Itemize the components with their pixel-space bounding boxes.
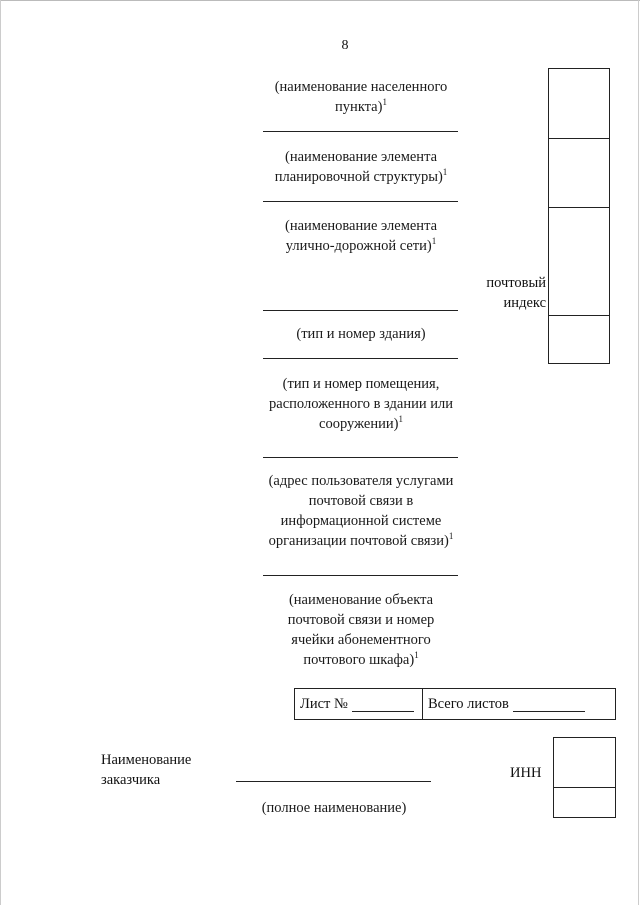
total-sheets-blank[interactable] <box>513 697 585 712</box>
settlement-name-caption: (наименование населенного пункта)$^1$ <box>274 79 448 115</box>
street-network-caption: (наименование элемента улично-дорожной сети)$^1$ <box>284 218 438 254</box>
inn-box-divider <box>554 787 615 788</box>
info-system-address-input-line[interactable] <box>263 457 458 458</box>
postal-index-box[interactable] <box>548 68 610 364</box>
info-system-address-caption: (адрес пользователя услугами почтовой связи в информационной системе организации почтовой связи)$^1$ <box>268 473 454 549</box>
inn-label: ИНН <box>510 765 542 781</box>
customer-label: Наименование заказчика <box>101 752 192 788</box>
premises-caption: (тип и номер помещения, расположенного в здании или сооружении)$^1$ <box>269 376 453 432</box>
page-number: 8 <box>341 38 349 53</box>
street-input-line[interactable] <box>263 201 458 202</box>
building-input-line[interactable] <box>263 310 458 311</box>
postal-index-divider <box>549 207 609 208</box>
premises-input-line[interactable] <box>263 358 458 359</box>
planning-structure-caption: (наименование элемента планировочной структуры)$^1$ <box>274 149 448 185</box>
customer-full-name-caption: (полное наименование) <box>261 800 407 816</box>
page-edge-right <box>638 0 639 905</box>
building-caption: (тип и номер здания) <box>296 326 426 342</box>
postal-index-divider <box>549 315 609 316</box>
sheet-number-blank[interactable] <box>352 697 414 712</box>
total-sheets-cell[interactable] <box>423 689 615 719</box>
page-edge-left <box>0 0 1 905</box>
postal-facility-input-line[interactable] <box>263 575 458 576</box>
total-sheets-label: Всего листов <box>428 695 509 712</box>
structure-input-line[interactable] <box>263 131 458 132</box>
postal-facility-caption: (наименование объекта почтовой связи и номер ячейки абонементного почтового шкафа)$^1$ <box>287 592 435 668</box>
postal-index-label: почтовый индекс <box>486 275 546 311</box>
sheet-number-cell[interactable] <box>295 689 422 719</box>
page-edge-top <box>0 0 640 1</box>
sheet-number-label: Лист № <box>300 695 348 712</box>
sheet-info-box <box>294 688 616 720</box>
customer-name-input-line[interactable] <box>236 781 431 782</box>
postal-index-divider <box>549 138 609 139</box>
inn-box[interactable] <box>553 737 616 818</box>
